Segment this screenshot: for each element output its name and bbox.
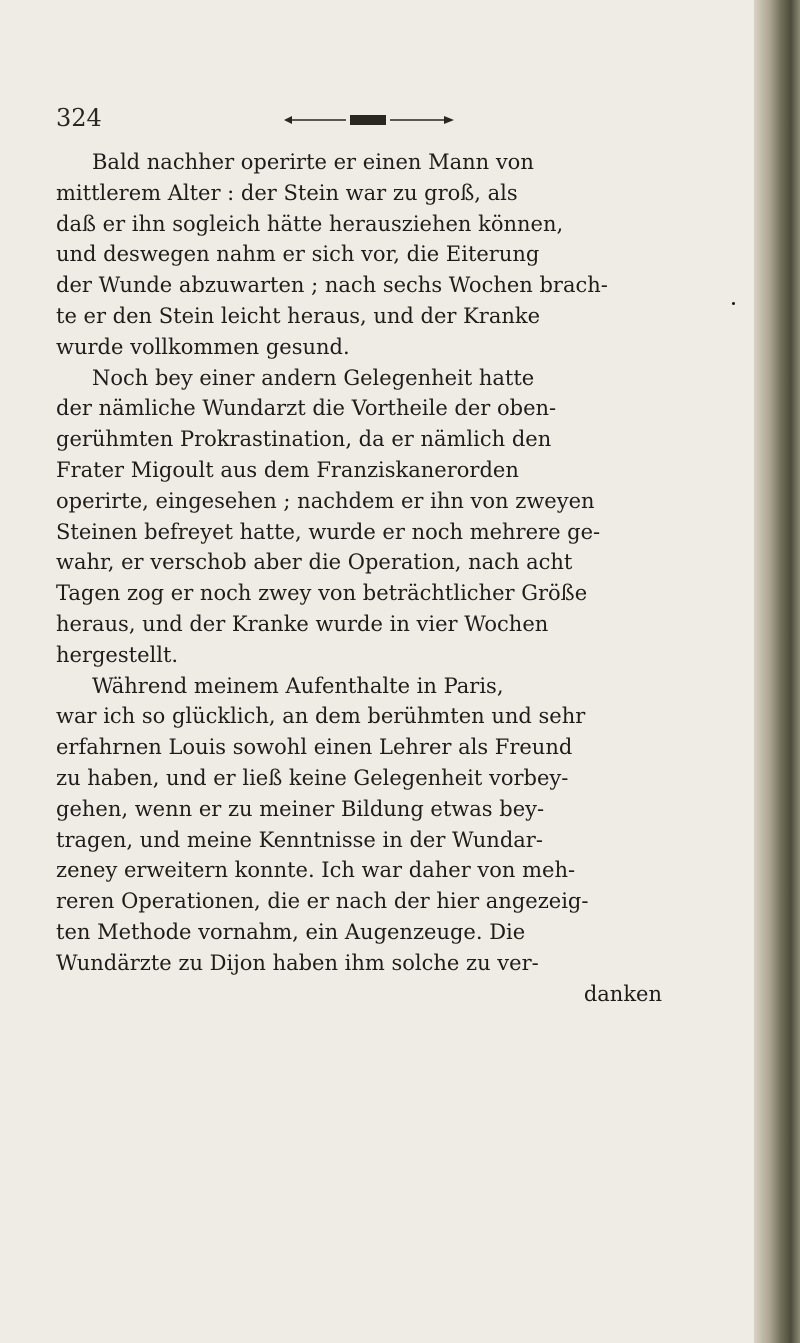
text-line: tragen, und meine Kenntnisse in der Wundar-	[56, 827, 543, 852]
text-line: der Wunde abzuwarten ; nach sechs Wochen brach-	[56, 273, 608, 298]
text-line: gehen, wenn er zu meiner Bildung etwas bey-	[56, 796, 545, 821]
text-line: hergestellt.	[56, 642, 179, 667]
text-line: erfahrnen Louis sowohl einen Lehrer als Freund	[56, 735, 573, 760]
text-line: Während meinem Aufenthalte in Paris,	[92, 673, 504, 698]
text-line: und deswegen nahm er sich vor, die Eiterung	[56, 242, 540, 267]
page-number: 324	[56, 104, 102, 132]
text-line: heraus, und der Kranke wurde in vier Wochen	[56, 611, 549, 636]
text-line: Noch bey einer andern Gelegenheit hatte	[92, 365, 535, 390]
text-line: war ich so glücklich, an dem berühmten und sehr	[56, 704, 586, 729]
text-line: zeney erweitern konnte. Ich war daher von meh-	[56, 858, 576, 883]
text-line: Bald nachher operirte er einen Mann von	[92, 150, 534, 174]
text-line: der nämliche Wundarzt die Vortheile der oben-	[56, 396, 557, 421]
header-ornament	[284, 114, 454, 126]
text-line: daß er ihn sogleich hätte herausziehen können,	[56, 211, 564, 236]
catchword: danken	[583, 981, 662, 1006]
text-line: Tagen zog er noch zwey von beträchtlicher Größe	[56, 581, 588, 606]
text-line: wurde vollkommen gesund.	[56, 334, 350, 359]
page-binding-edge	[778, 0, 788, 1343]
page-header	[56, 104, 716, 134]
text-line: ten Methode vornahm, ein Augenzeuge. Die	[56, 919, 526, 944]
ink-speck	[757, 58, 761, 62]
ink-speck	[732, 302, 735, 305]
text-line: wahr, er verschob aber die Operation, nach acht	[56, 550, 573, 575]
text-line: Wundärzte zu Dijon haben ihm solche zu ver-	[56, 950, 539, 975]
text-line: operirte, eingesehen ; nachdem er ihn von zweyen	[56, 488, 595, 513]
text-line: mittlerem Alter : der Stein war zu groß, als	[56, 180, 518, 205]
text-line: reren Operationen, die er nach der hier angezeig-	[56, 889, 589, 914]
body-text	[56, 147, 716, 1009]
text-line: gerühmten Prokrastination, da er nämlich den	[56, 427, 552, 452]
text-line: Steinen befreyet hatte, wurde er noch mehrere ge-	[56, 519, 601, 544]
text-line: te er den Stein leicht heraus, und der Kranke	[56, 303, 541, 328]
text-line: Frater Migoult aus dem Franziskanerorden	[56, 457, 519, 482]
text-line: zu haben, und er ließ keine Gelegenheit vorbey-	[56, 765, 569, 790]
